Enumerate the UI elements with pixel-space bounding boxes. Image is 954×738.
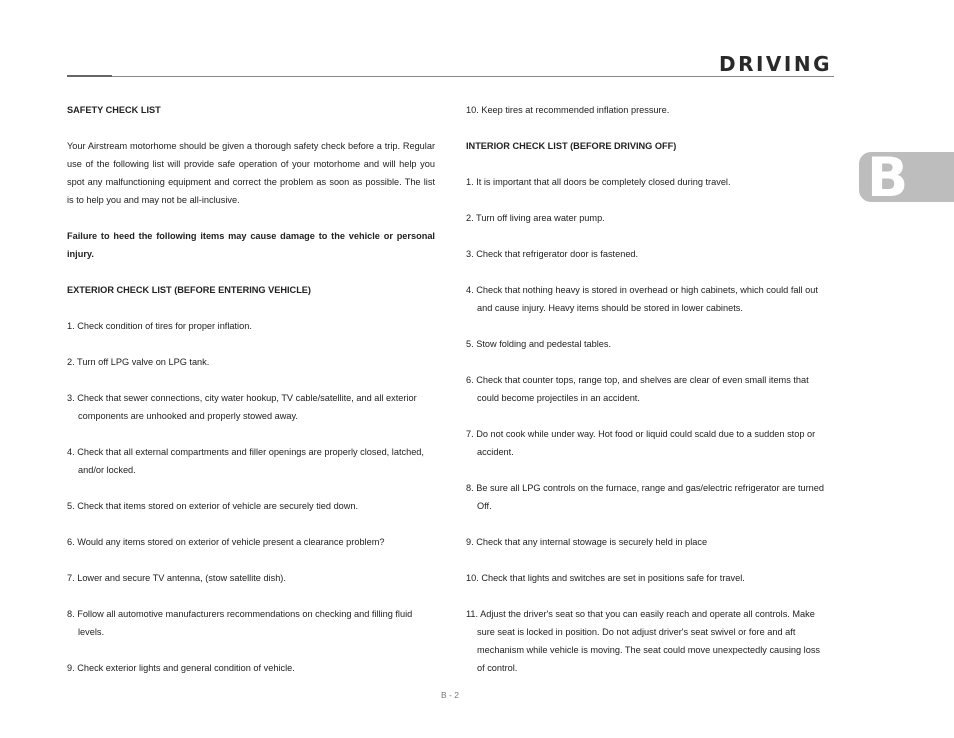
- header-divider-accent: [67, 75, 112, 77]
- list-item: 10. Keep tires at recommended inflation pressure.: [466, 105, 670, 115]
- list-item: 4. Check that nothing heavy is stored in overhead or high cabinets, which could fall out and cause injury. Heavy items should be stored in lower cabinets.: [466, 285, 818, 313]
- list-item: 1. It is important that all doors be completely closed during travel.: [466, 177, 731, 187]
- section-tab: [859, 146, 954, 209]
- page-title: DRIVING: [718, 52, 832, 76]
- page-number: B - 2: [441, 690, 459, 700]
- list-item: 8. Follow all automotive manufacturers recommendations on checking and filling fluid levels.: [67, 609, 413, 637]
- list-item: 10. Check that lights and switches are set in positions safe for travel.: [466, 573, 745, 583]
- section-tab-letter: B: [867, 146, 909, 209]
- list-item: 6. Would any items stored on exterior of vehicle present a clearance problem?: [67, 537, 385, 547]
- list-item: 7. Do not cook while under way. Hot food or liquid could scald due to a sudden stop or accident.: [466, 429, 816, 457]
- list-item: 2. Turn off LPG valve on LPG tank.: [67, 357, 210, 367]
- list-item: 9. Check that any internal stowage is securely held in place: [466, 537, 708, 547]
- list-item: 4. Check that all external compartments and filler openings are properly closed, latched, and/or locked.: [67, 447, 424, 475]
- warning-paragraph: Failure to heed the following items may cause damage to the vehicle or personal injury.: [67, 231, 435, 259]
- header-divider: [67, 76, 834, 77]
- list-item: 7. Lower and secure TV antenna, (stow satellite dish).: [67, 573, 286, 583]
- list-item: 6. Check that counter tops, range top, and shelves are clear of even small items that could become projectiles in an accident.: [466, 375, 809, 403]
- list-item: 8. Be sure all LPG controls on the furnace, range and gas/electric refrigerator are turned Off.: [466, 483, 824, 511]
- list-item: 5. Stow folding and pedestal tables.: [466, 339, 612, 349]
- list-item: 2. Turn off living area water pump.: [466, 213, 605, 223]
- list-item: 1. Check condition of tires for proper inflation.: [67, 321, 252, 331]
- exterior-checklist-heading: EXTERIOR CHECK LIST (BEFORE ENTERING VEHICLE): [67, 285, 311, 295]
- list-item: 3. Check that refrigerator door is fastened.: [466, 249, 639, 259]
- list-item: 5. Check that items stored on exterior of vehicle are securely tied down.: [67, 501, 359, 511]
- intro-paragraph: Your Airstream motorhome should be given a thorough safety check before a trip. Regular use of the following list will provide safe operation of your motorhome and will help you spot any malfunctioning equipment and correct the problem as soon as possible. The list is to help you and may not be all-inclusive.: [67, 141, 435, 205]
- list-item: 11. Adjust the driver's seat so that you can easily reach and operate all controls. Make sure seat is locked in position. Do not adjust driver's seat swivel or fore and aft mechanism while vehicle is moving. The seat could move unexpectedly causing loss of control.: [466, 609, 821, 673]
- left-column: [67, 101, 435, 677]
- right-column: [466, 101, 830, 677]
- safety-check-heading: SAFETY CHECK LIST: [67, 105, 161, 115]
- interior-checklist-heading: INTERIOR CHECK LIST (BEFORE DRIVING OFF): [466, 141, 677, 151]
- list-item: 3. Check that sewer connections, city water hookup, TV cable/satellite, and all exterior components are unhooked and properly stowed away.: [67, 393, 417, 421]
- list-item: 9. Check exterior lights and general condition of vehicle.: [67, 663, 295, 673]
